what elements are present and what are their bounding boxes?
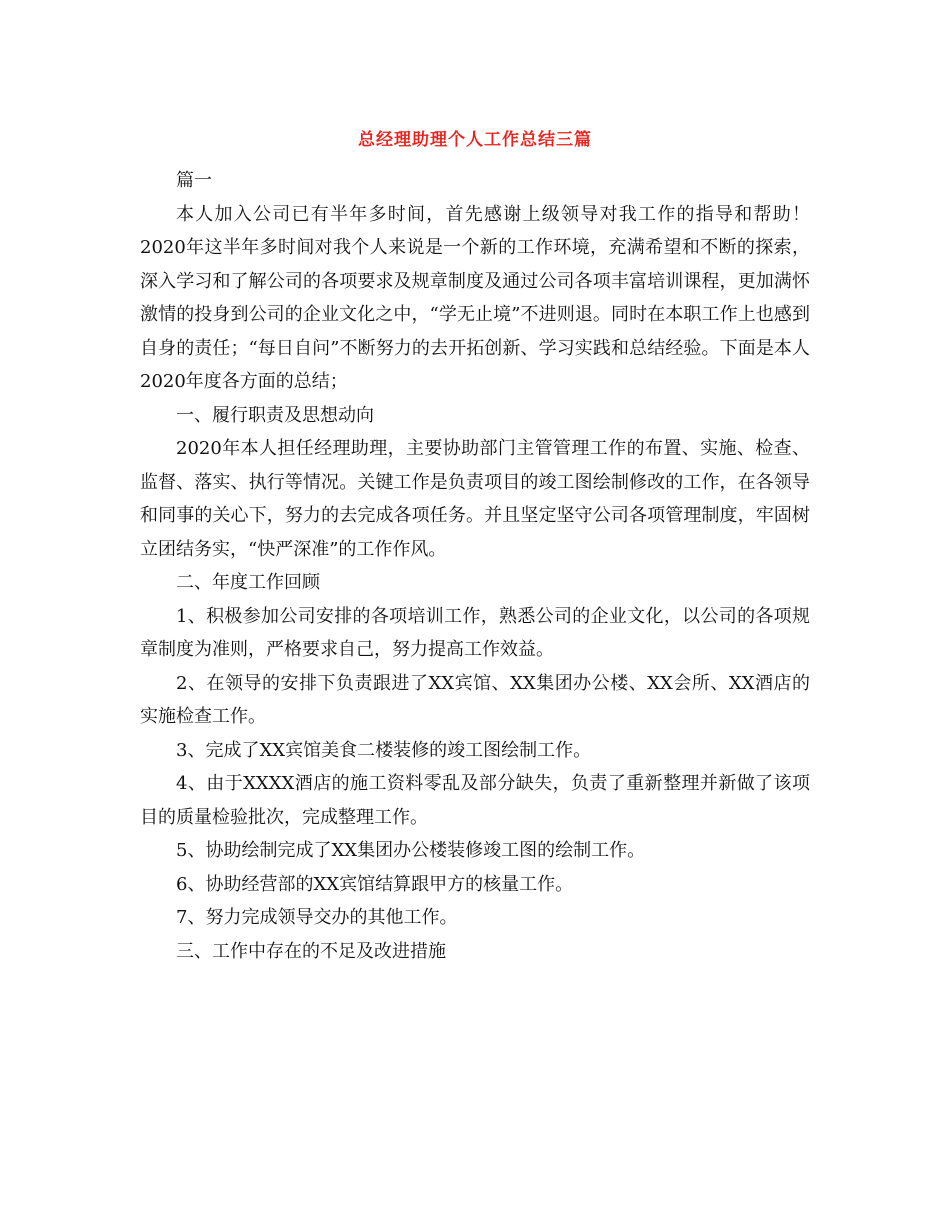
review-item: 3、完成了XX宾馆美食二楼装修的竣工图绘制工作。 — [176, 739, 592, 761]
review-item: 7、努力完成领导交办的其他工作。 — [176, 907, 458, 928]
document-body — [140, 164, 810, 968]
section-heading: 二、年度工作回顾 — [176, 572, 320, 593]
intro-paragraph: 本人加入公司已有半年多时间，首先感谢上级领导对我工作的指导和帮助！2020年这半年多时间对我个人来说是一个新的工作环境，充满希望和不断的探索，深入学习和了解公司的各项要求及规章制度及通过公司各项丰富培训课程，更加满怀激情的投身到公司的企业文化之中，“学无止境”不进则退。同时在本职工作上也感到自身的责任；“每日自问”不断努力的去开拓创新、学习实践和总结经验。下面是本人2020年度各方面的总结； — [140, 203, 810, 392]
section-heading: 一、履行职责及思想动向 — [176, 404, 374, 426]
section-label: 篇一 — [176, 170, 212, 191]
section-heading: 三、工作中存在的不足及改进措施 — [176, 940, 446, 962]
duties-paragraph: 2020年本人担任经理助理，主要协助部门主管管理工作的布置、实施、检查、监督、落实、执行等情况。关键工作是负责项目的竣工图绘制修改的工作，在各领导和同事的关心下，努力的去完成各项任务。并且坚定坚守公司各项管理制度，牢固树立团结务实，“快严深准”的工作作风。 — [140, 438, 810, 560]
review-item: 1、积极参加公司安排的各项培训工作，熟悉公司的企业文化，以公司的各项规章制度为准则，严格要求自己，努力提高工作效益。 — [140, 605, 810, 660]
review-item: 2、在领导的安排下负责跟进了XX宾馆、XX集团办公楼、XX会所、XX酒店的实施检查工作。 — [140, 672, 810, 727]
review-item: 6、协助经营部的XX宾馆结算跟甲方的核量工作。 — [176, 873, 574, 895]
review-item: 4、由于XXXX酒店的施工资料零乱及部分缺失，负责了重新整理并新做了该项目的质量检验批次，完成整理工作。 — [140, 773, 810, 828]
document-title: 总经理助理个人工作总结三篇 — [358, 130, 592, 150]
review-item: 5、协助绘制完成了XX集团办公楼装修竣工图的绘制工作。 — [176, 840, 646, 861]
